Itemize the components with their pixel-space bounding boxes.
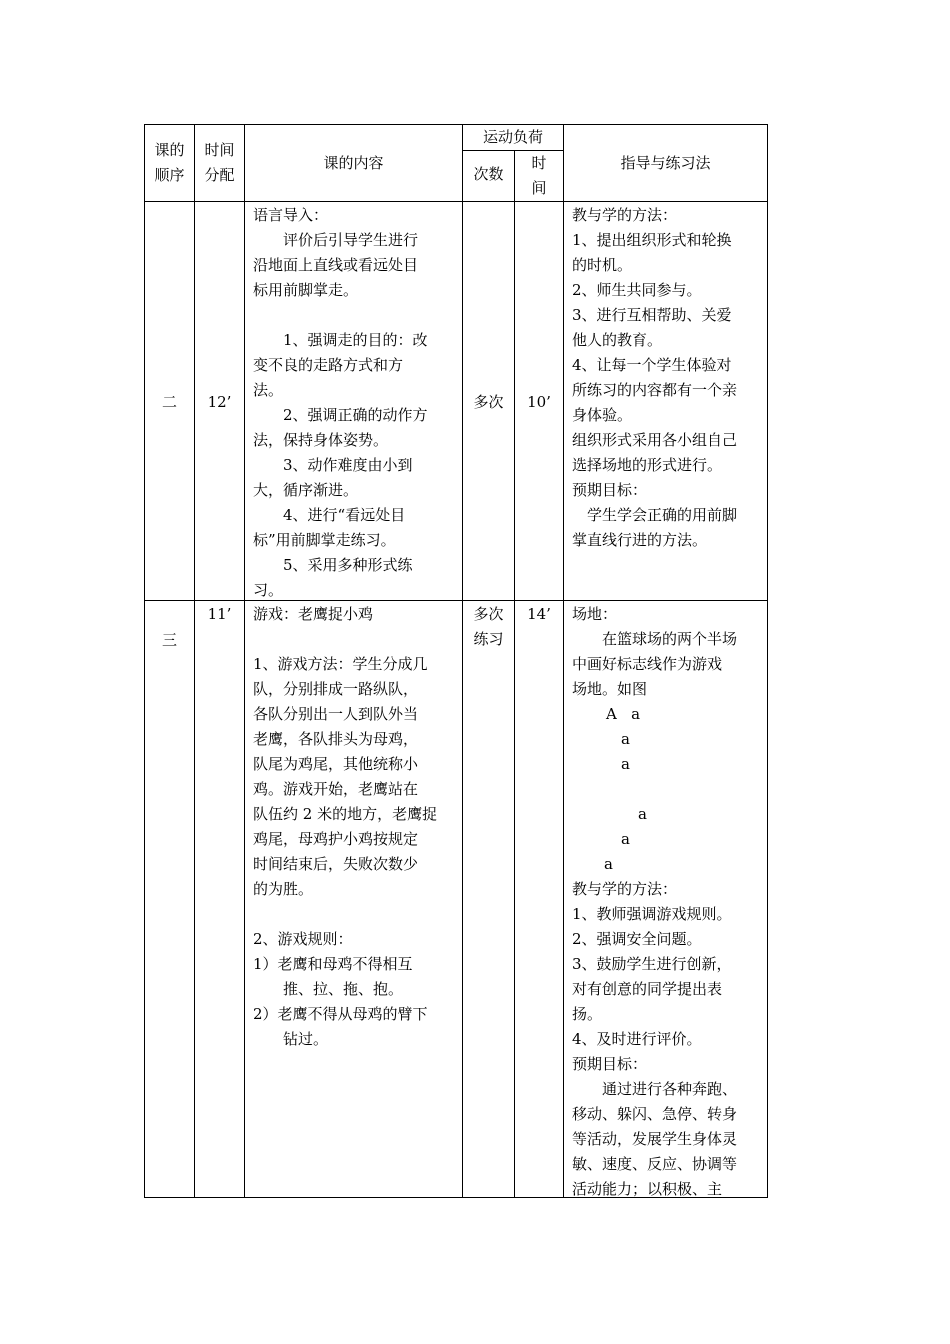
guide-line: 的时机。: [572, 256, 633, 274]
header-time-line1: 时间: [204, 141, 235, 159]
guide-line: 等活动，发展学生身体灵: [572, 1130, 738, 1148]
col-divider-5: [563, 124, 564, 1198]
content-line: 习。: [253, 581, 284, 599]
guide-line: 通过进行各种奔跑、: [602, 1080, 738, 1098]
row3-duration: 14’: [527, 605, 551, 623]
content-line: 3、动作难度由小到: [283, 456, 413, 474]
header-duration-line1: 时: [531, 154, 547, 172]
guide-line: 身体验。: [572, 406, 633, 424]
content-line: 鸡。游戏开始，老鹰站在: [253, 780, 419, 798]
field-diagram-label: a: [621, 730, 630, 748]
row2-times: 多次: [473, 393, 504, 411]
guide-line: 2、强调安全问题。: [572, 930, 702, 948]
content-line: 5、采用多种形式练: [283, 556, 413, 574]
content-line: 老鹰，各队排头为母鸡，: [253, 730, 419, 748]
guide-line: 教与学的方法：: [572, 206, 678, 224]
header-order: [145, 138, 194, 188]
content-line: 鸡尾，母鸡护小鸡按规定: [253, 830, 419, 848]
guide-line: 他人的教育。: [572, 331, 663, 349]
content-line: 标”用前脚掌走练习。: [253, 531, 396, 549]
row3-guide: [572, 602, 762, 1202]
guide-line: 1、教师强调游戏规则。: [572, 905, 732, 923]
header-times: 次数: [473, 165, 504, 183]
guide-line: 1、提出组织形式和轮换: [572, 231, 732, 249]
row3-times-line1: 多次: [473, 605, 504, 623]
content-line: 1）老鹰和母鸡不得相互: [253, 955, 413, 973]
guide-line: 组织形式采用各小组自己: [572, 431, 738, 449]
guide-line: 教与学的方法：: [572, 880, 678, 898]
guide-line: 选择场地的形式进行。: [572, 456, 723, 474]
content-line: 游戏：老鹰捉小鸡: [253, 605, 374, 623]
guide-line: 场地：: [572, 605, 618, 623]
table-border-right: [767, 124, 768, 1198]
row3-time: 11’: [207, 605, 232, 623]
col-divider-4: [514, 150, 515, 1198]
header-duration-line2: 间: [531, 179, 547, 197]
lesson-plan-table: [144, 124, 768, 1198]
row3-times: [463, 602, 514, 652]
guide-line: 预期目标：: [572, 481, 648, 499]
content-line: 钻过。: [283, 1030, 329, 1048]
content-line: 标用前脚掌走。: [253, 281, 359, 299]
guide-line: 掌直线行进的方法。: [572, 531, 708, 549]
guide-line: 2、师生共同参与。: [572, 281, 702, 299]
header-divider: [144, 201, 768, 202]
content-line: 法，保持身体姿势。: [253, 431, 389, 449]
content-line: 变不良的走路方式和方: [253, 356, 404, 374]
content-line: 队伍约 2 米的地方，老鹰捉: [253, 805, 438, 823]
guide-line: 4、让每一个学生体验对: [572, 356, 732, 374]
content-line: 1、强调走的目的：改: [283, 331, 428, 349]
content-line: 评价后引导学生进行: [283, 231, 419, 249]
content-line: 各队分别出一人到队外当: [253, 705, 419, 723]
guide-line: 预期目标：: [572, 1055, 648, 1073]
content-line: 沿地面上直线或看远处目: [253, 256, 419, 274]
content-line: 大，循序渐进。: [253, 481, 359, 499]
content-line: 队尾为鸡尾，其他统称小: [253, 755, 419, 773]
col-divider-3: [462, 124, 463, 1198]
content-line: 推、拉、拖、抱。: [283, 980, 404, 998]
header-guide: 指导与练习法: [620, 154, 711, 172]
guide-line: 4、及时进行评价。: [572, 1030, 702, 1048]
content-line: 4、进行“看远处目: [283, 506, 406, 524]
row2-duration: 10’: [527, 393, 551, 411]
row-divider: [144, 600, 768, 601]
header-time-line2: 分配: [204, 166, 235, 184]
content-line: 法。: [253, 381, 284, 399]
table-border-top: [144, 124, 768, 125]
content-line: 队，分别排成一路纵队，: [253, 680, 419, 698]
guide-line: 3、进行互相帮助、关爱: [572, 306, 732, 324]
content-line: 1、游戏方法：学生分成几: [253, 655, 428, 673]
guide-line: 活动能力；以积极、主: [572, 1180, 723, 1198]
guide-line: 学生学会正确的用前脚: [587, 506, 738, 524]
col-divider-1: [194, 124, 195, 1198]
field-diagram-label: a: [621, 830, 630, 848]
header-order-line1: 课的: [154, 141, 185, 159]
content-line: 2、游戏规则：: [253, 930, 353, 948]
guide-line: 中画好标志线作为游戏: [572, 655, 723, 673]
header-content: 课的内容: [323, 154, 384, 172]
header-duration: [515, 151, 563, 201]
guide-line: 敏、速度、反应、协调等: [572, 1155, 738, 1173]
guide-line: 3、鼓励学生进行创新，: [572, 955, 732, 973]
field-diagram-label: a: [621, 755, 630, 773]
guide-line: 移动、躲闪、急停、转身: [572, 1105, 738, 1123]
header-order-line2: 顺序: [154, 166, 185, 184]
row2-order: 二: [161, 393, 177, 411]
header-time: [195, 138, 244, 188]
guide-line: 对有创意的同学提出表: [572, 980, 723, 998]
row2-guide: [572, 203, 762, 553]
guide-line: 场地。如图: [572, 680, 648, 698]
content-line: 2）老鹰不得从母鸡的臂下: [253, 1005, 428, 1023]
row3-content: [253, 602, 455, 1052]
content-line: 的为胜。: [253, 880, 314, 898]
content-line: 语言导入：: [253, 206, 329, 224]
content-line: 时间结束后，失败次数少: [253, 855, 419, 873]
col-divider-2: [244, 124, 245, 1198]
guide-line: 扬。: [572, 1005, 603, 1023]
guide-line: 在篮球场的两个半场: [602, 630, 738, 648]
field-diagram-label: A a: [606, 705, 641, 723]
row3-times-line2: 练习: [473, 630, 504, 648]
row2-time: 12’: [207, 393, 232, 411]
row3-order: 三: [161, 631, 177, 649]
field-diagram-label: a: [604, 855, 613, 873]
guide-line: 所练习的内容都有一个亲: [572, 381, 738, 399]
content-line: 2、强调正确的动作方: [283, 406, 428, 424]
table-border-left: [144, 124, 145, 1198]
row2-content: [253, 203, 455, 603]
header-load: 运动负荷: [482, 128, 543, 146]
field-diagram-label: a: [638, 805, 647, 823]
